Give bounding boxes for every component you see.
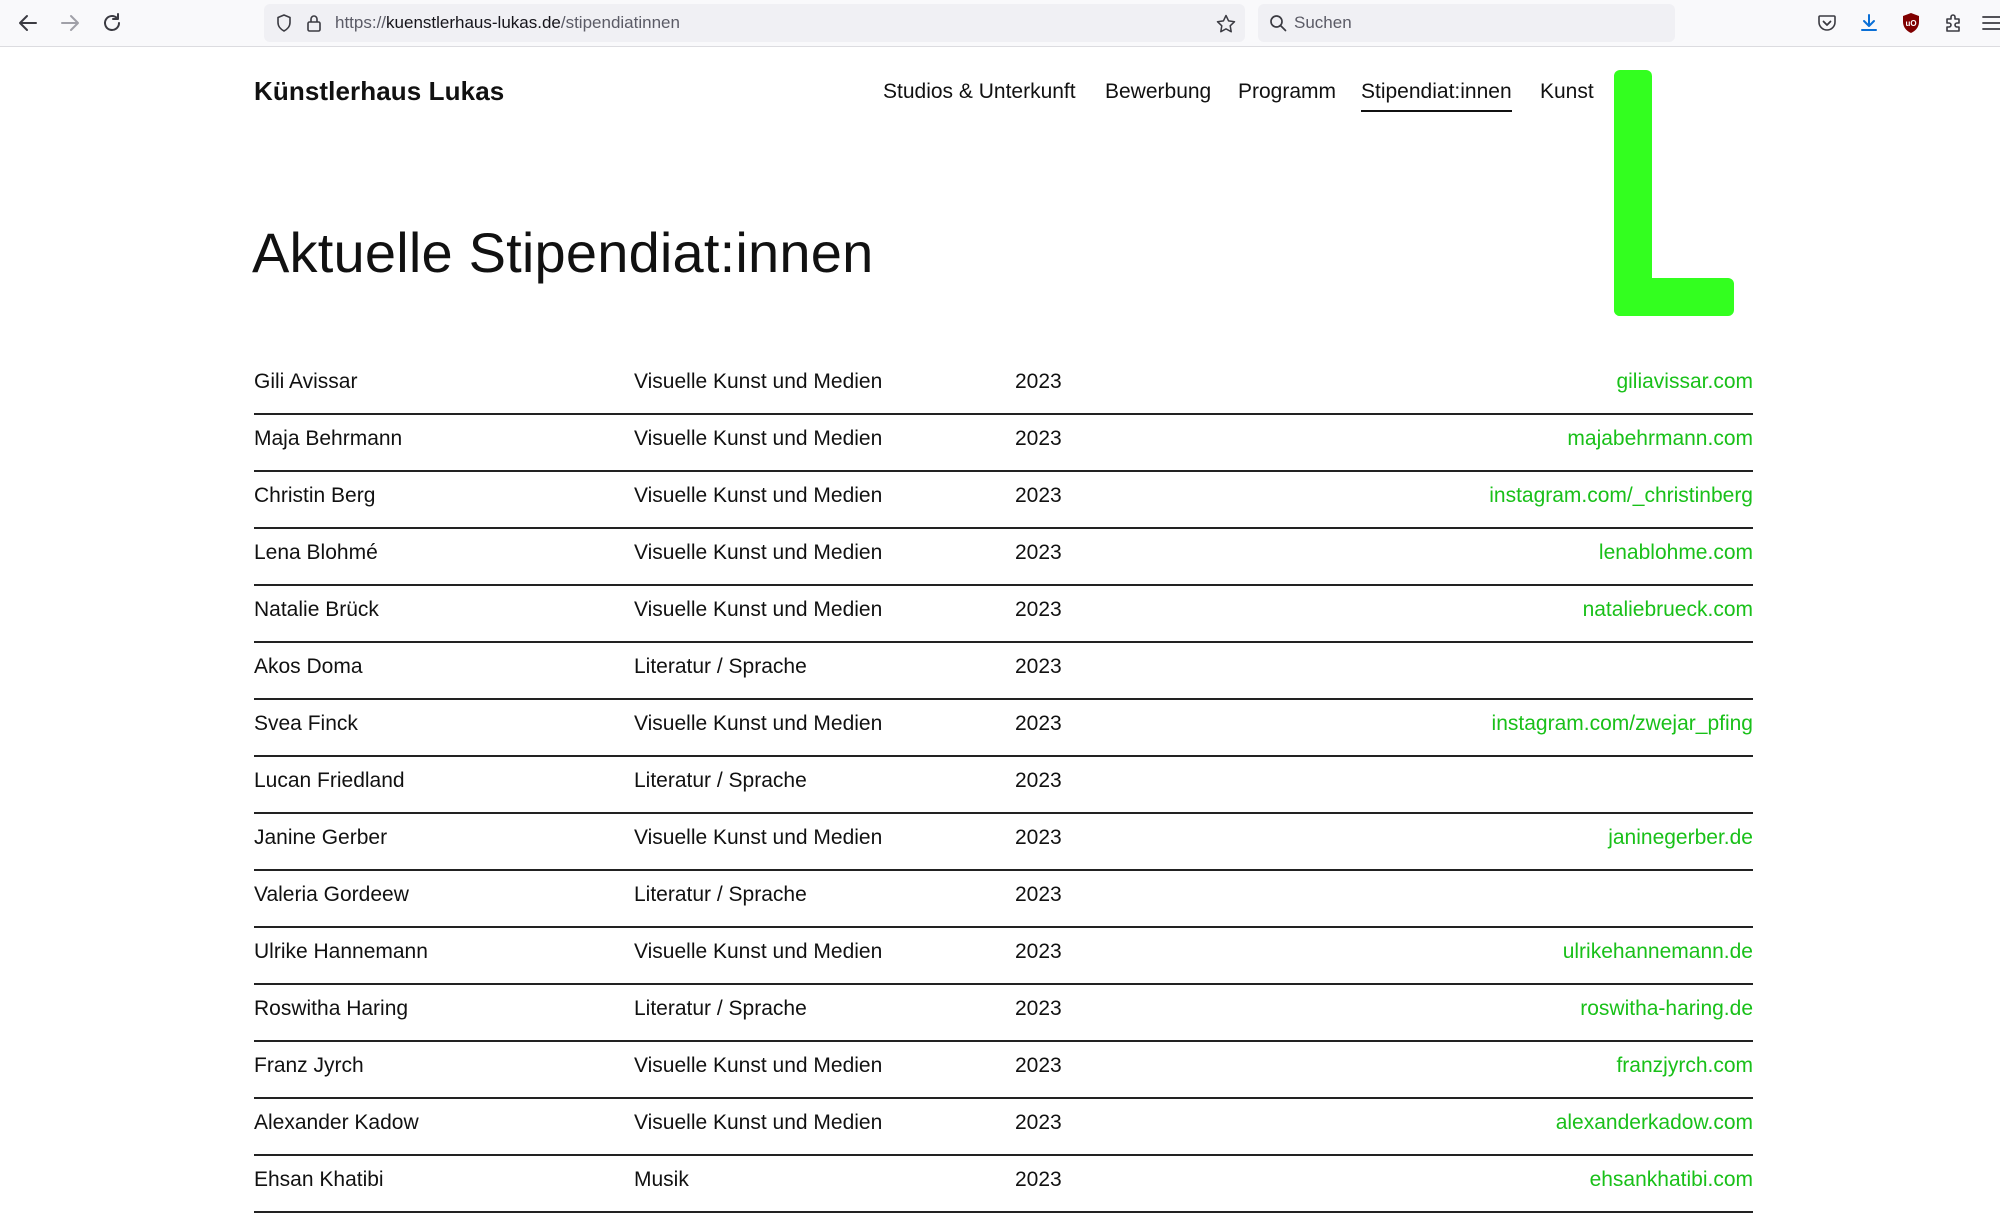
fellow-name: Lena Blohmé <box>254 541 378 564</box>
fellow-field: Visuelle Kunst und Medien <box>634 370 883 393</box>
fellow-year: 2023 <box>1015 1168 1062 1191</box>
extensions-icon[interactable] <box>1941 11 1965 35</box>
logo-l[interactable] <box>1614 70 1734 316</box>
fellow-year: 2023 <box>1015 370 1062 393</box>
fellow-year: 2023 <box>1015 883 1062 906</box>
fellow-website-link[interactable]: majabehrmann.com <box>1567 427 1753 450</box>
fellow-website-link[interactable]: alexanderkadow.com <box>1555 1111 1753 1134</box>
fellow-website-link[interactable]: ulrikehannemann.de <box>1562 940 1753 963</box>
svg-text:uO: uO <box>1905 19 1917 28</box>
url-host: kuenstlerhaus-lukas.de <box>386 13 561 32</box>
fellow-year: 2023 <box>1015 598 1062 621</box>
fellow-field: Visuelle Kunst und Medien <box>634 940 883 963</box>
fellow-field: Visuelle Kunst und Medien <box>634 427 883 450</box>
fellow-field: Visuelle Kunst und Medien <box>634 1054 883 1077</box>
table-row <box>254 871 1753 928</box>
fellow-name: Akos Doma <box>254 655 363 678</box>
fellow-field: Visuelle Kunst und Medien <box>634 541 883 564</box>
fellow-field: Visuelle Kunst und Medien <box>634 826 883 849</box>
url-path: /stipendiatinnen <box>560 13 680 32</box>
fellow-name: Ulrike Hannemann <box>254 940 428 963</box>
fellow-website-link[interactable]: lenablohme.com <box>1598 541 1753 564</box>
forward-arrow-icon[interactable] <box>58 11 82 35</box>
search-icon <box>1268 13 1288 33</box>
fellow-website-link[interactable]: instagram.com/_christinberg <box>1489 484 1753 507</box>
fellow-website-link[interactable]: instagram.com/zwejar_pfing <box>1491 712 1753 735</box>
table-row <box>254 928 1753 985</box>
fellow-field: Literatur / Sprache <box>634 883 807 906</box>
table-row <box>254 757 1753 814</box>
nav-kunst[interactable]: Kunst <box>1540 80 1594 103</box>
url-prefix: https:// <box>335 13 387 32</box>
fellow-name: Alexander Kadow <box>254 1111 419 1134</box>
site-title[interactable]: Künstlerhaus Lukas <box>254 76 505 106</box>
fellow-year: 2023 <box>1015 997 1062 1020</box>
download-icon[interactable] <box>1857 11 1881 35</box>
address-bar[interactable] <box>264 4 1245 42</box>
bookmark-star-icon[interactable] <box>1215 13 1237 35</box>
fellow-year: 2023 <box>1015 427 1062 450</box>
fellow-year: 2023 <box>1015 940 1062 963</box>
fellow-field: Literatur / Sprache <box>634 769 807 792</box>
fellow-field: Literatur / Sprache <box>634 655 807 678</box>
fellow-year: 2023 <box>1015 769 1062 792</box>
table-row <box>254 700 1753 757</box>
fellow-field: Musik <box>634 1168 689 1191</box>
table-row <box>254 415 1753 472</box>
table-row <box>254 586 1753 643</box>
fellow-field: Visuelle Kunst und Medien <box>634 598 883 621</box>
fellow-name: Valeria Gordeew <box>254 883 409 906</box>
fellow-field: Visuelle Kunst und Medien <box>634 712 883 735</box>
reload-icon[interactable] <box>100 11 124 35</box>
url-text[interactable] <box>335 4 680 42</box>
fellow-field: Visuelle Kunst und Medien <box>634 1111 883 1134</box>
page-title: Aktuelle Stipendiat:innen <box>252 221 874 284</box>
fellow-website-link[interactable]: nataliebrueck.com <box>1582 598 1753 621</box>
lock-icon[interactable] <box>304 13 324 33</box>
table-row <box>254 472 1753 529</box>
fellow-year: 2023 <box>1015 826 1062 849</box>
fellow-name: Svea Finck <box>254 712 358 735</box>
table-row <box>254 1156 1753 1213</box>
table-row <box>254 1042 1753 1099</box>
fellow-name: Maja Behrmann <box>254 427 403 450</box>
fellow-name: Lucan Friedland <box>254 769 405 792</box>
menu-icon[interactable] <box>1980 11 2000 35</box>
fellow-website-link[interactable]: roswitha-haring.de <box>1580 997 1753 1020</box>
back-arrow-icon[interactable] <box>16 11 40 35</box>
fellow-field: Literatur / Sprache <box>634 997 807 1020</box>
table-row <box>254 814 1753 871</box>
fellow-website-link[interactable]: giliavissar.com <box>1616 370 1753 393</box>
fellows-table <box>254 358 1753 1213</box>
fellow-year: 2023 <box>1015 712 1062 735</box>
fellow-year: 2023 <box>1015 484 1062 507</box>
table-row <box>254 985 1753 1042</box>
browser-toolbar <box>0 0 2000 47</box>
search-placeholder: Suchen <box>1294 13 1352 32</box>
table-row <box>254 358 1753 415</box>
shield-icon[interactable] <box>274 13 294 33</box>
fellow-name: Roswitha Haring <box>254 997 409 1020</box>
fellow-website-link[interactable]: franzjyrch.com <box>1616 1054 1753 1077</box>
nav-bewerbung[interactable]: Bewerbung <box>1105 80 1212 103</box>
table-row <box>254 1099 1753 1156</box>
ublock-shield-icon[interactable] <box>1899 11 1923 35</box>
nav-studios-unterkunft[interactable]: Studios & Unterkunft <box>883 80 1076 103</box>
fellow-name: Franz Jyrch <box>254 1054 364 1077</box>
nav-programm[interactable]: Programm <box>1238 80 1337 103</box>
fellow-year: 2023 <box>1015 1054 1062 1077</box>
fellow-name: Natalie Brück <box>254 598 379 621</box>
fellow-website-link[interactable]: ehsankhatibi.com <box>1589 1168 1753 1191</box>
search-bar[interactable] <box>1258 4 1675 42</box>
fellow-year: 2023 <box>1015 655 1062 678</box>
fellow-website-link[interactable]: janinegerber.de <box>1608 826 1753 849</box>
pocket-icon[interactable] <box>1815 11 1839 35</box>
nav-stipendiatinnen[interactable]: Stipendiat:innen <box>1361 80 1512 112</box>
fellow-year: 2023 <box>1015 541 1062 564</box>
fellow-name: Janine Gerber <box>254 826 388 849</box>
fellow-name: Ehsan Khatibi <box>254 1168 384 1191</box>
table-row <box>254 529 1753 586</box>
fellow-field: Visuelle Kunst und Medien <box>634 484 883 507</box>
fellow-name: Christin Berg <box>254 484 376 507</box>
fellow-year: 2023 <box>1015 1111 1062 1134</box>
table-row <box>254 643 1753 700</box>
fellow-name: Gili Avissar <box>254 370 358 393</box>
